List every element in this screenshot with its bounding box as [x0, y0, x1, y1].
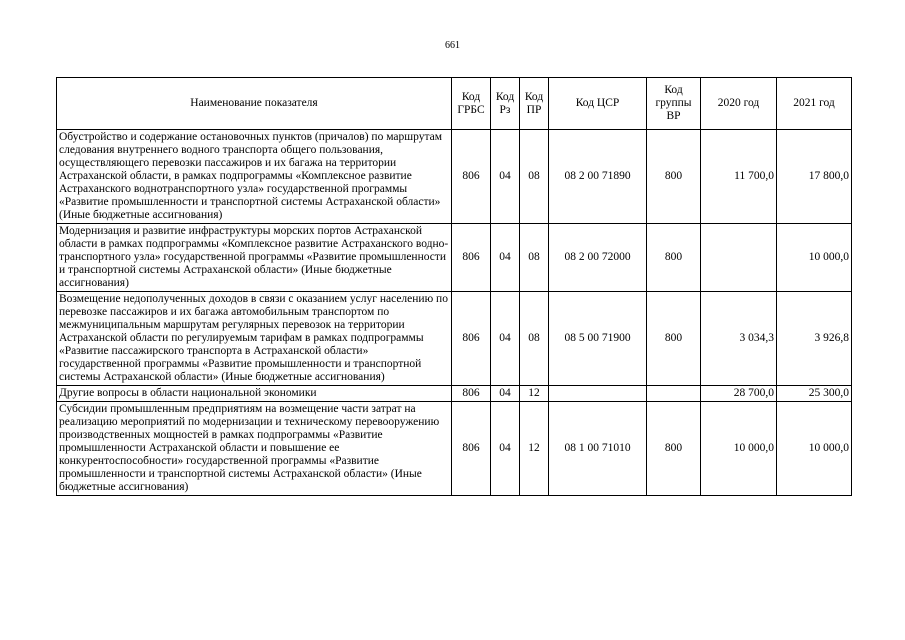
- header-csr: Код ЦСР: [549, 78, 647, 130]
- row-vr: 800: [647, 130, 701, 224]
- row-pr: 12: [520, 386, 549, 402]
- row-2020: 28 700,0: [701, 386, 777, 402]
- row-2020: 11 700,0: [701, 130, 777, 224]
- row-name: Другие вопросы в области национальной экономики: [57, 386, 452, 402]
- page-number: 661: [445, 40, 460, 51]
- row-2021: 3 926,8: [777, 292, 852, 386]
- row-csr: 08 2 00 72000: [549, 224, 647, 292]
- row-vr: 800: [647, 292, 701, 386]
- header-vr: Код группы ВР: [647, 78, 701, 130]
- header-name: Наименование показателя: [57, 78, 452, 130]
- budget-table: [56, 77, 852, 496]
- row-pr: 08: [520, 224, 549, 292]
- row-rz: 04: [491, 292, 520, 386]
- row-vr: [647, 386, 701, 402]
- row-name: Субсидии промышленным предприятиям на возмещение части затрат на реализацию мероприятий по модернизации и техническому перевооружению производственных мощностей в рамках подпрограммы «Развитие промышленности Астраханской области и повышение ее конкурентоспособности» государственной программы «Развитие промышленности и транспортной системы Астраханской области» (Иные бюджетные ассигнования): [57, 402, 452, 496]
- table-row: [57, 292, 852, 386]
- row-2020: 3 034,3: [701, 292, 777, 386]
- row-name: Возмещение недополученных доходов в связи с оказанием услуг населению по перевозке пассажиров и их багажа автомобильным транспортом по межмуниципальным маршрутам регулярных перевозок на территории Астраханской области по регулируемым тарифам в рамках подпрограммы «Развитие пассажирского транспорта в Астраханской области» государственной программы «Развитие промышленности и транспортной системы Астраханской области» (Иные бюджетные ассигнования): [57, 292, 452, 386]
- row-csr: 08 5 00 71900: [549, 292, 647, 386]
- header-rz: Код Рз: [491, 78, 520, 130]
- table-row: [57, 386, 852, 402]
- table-row: [57, 402, 852, 496]
- row-name: Обустройство и содержание остановочных пунктов (причалов) по маршрутам следования внутреннего водного транспорта общего пользования, осуществляющего перевозки пассажиров и их багажа на территории Астраханской области, в рамках подпрограммы «Комплексное развитие Астраханского воднотранспортного узла» государственной программы «Развитие промышленности и транспортной системы Астраханской области» (Иные бюджетные ассигнования): [57, 130, 452, 224]
- row-vr: 800: [647, 402, 701, 496]
- row-2020: [701, 224, 777, 292]
- row-2021: 25 300,0: [777, 386, 852, 402]
- row-2020: 10 000,0: [701, 402, 777, 496]
- row-rz: 04: [491, 130, 520, 224]
- row-vr: 800: [647, 224, 701, 292]
- row-pr: 12: [520, 402, 549, 496]
- table-row: [57, 224, 852, 292]
- row-pr: 08: [520, 130, 549, 224]
- row-grbs: 806: [452, 386, 491, 402]
- row-rz: 04: [491, 402, 520, 496]
- row-csr: 08 1 00 71010: [549, 402, 647, 496]
- header-grbs: Код ГРБС: [452, 78, 491, 130]
- header-2020: 2020 год: [701, 78, 777, 130]
- row-rz: 04: [491, 224, 520, 292]
- header-pr: Код ПР: [520, 78, 549, 130]
- row-name: Модернизация и развитие инфраструктуры морских портов Астраханской области в рамках подпрограммы «Комплексное развитие Астраханского воднотранспортного узла» государственной программы «Развитие промышленности и транспортной системы Астраханской области» (Иные бюджетные ассигнования): [57, 224, 452, 292]
- row-2021: 10 000,0: [777, 224, 852, 292]
- row-pr: 08: [520, 292, 549, 386]
- row-grbs: 806: [452, 224, 491, 292]
- row-csr: [549, 386, 647, 402]
- row-2021: 10 000,0: [777, 402, 852, 496]
- row-csr: 08 2 00 71890: [549, 130, 647, 224]
- table-row: [57, 130, 852, 224]
- row-grbs: 806: [452, 130, 491, 224]
- row-grbs: 806: [452, 402, 491, 496]
- header-row: [57, 78, 852, 130]
- row-2021: 17 800,0: [777, 130, 852, 224]
- header-2021: 2021 год: [777, 78, 852, 130]
- row-grbs: 806: [452, 292, 491, 386]
- row-rz: 04: [491, 386, 520, 402]
